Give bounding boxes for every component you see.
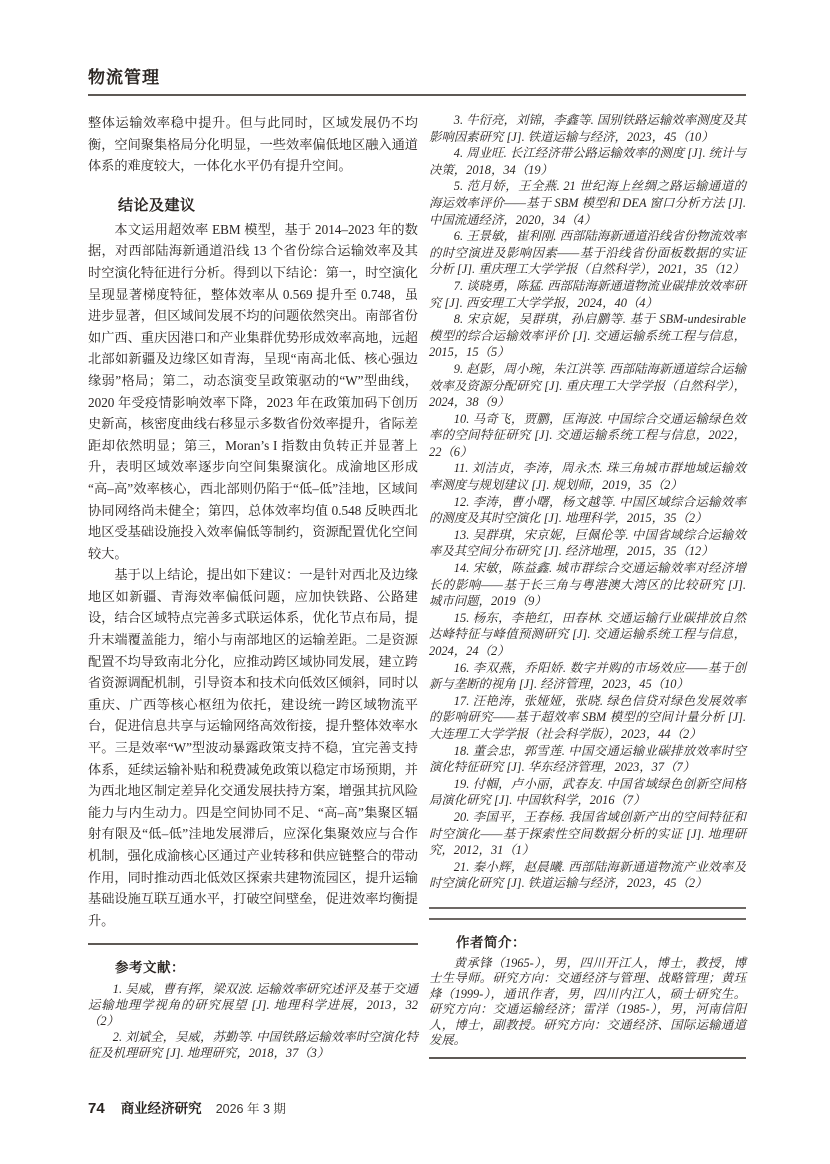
reference-item: 18. 董会忠，郭雪莲. 中国交通运输业碳排放效率时空演化特征研究 [J]. 华东经济管理，2023，37（7） (429, 743, 746, 775)
reference-item: 17. 汪艳涛，张娅娅，张晓. 绿色信贷对绿色发展效率的影响研究——基于超效率 SBM 模型的空间计量分析 [J]. 大连理工大学学报（社会科学版），2023，44（2） (429, 693, 746, 741)
page-footer (88, 1097, 286, 1117)
reference-item: 14. 宋敏，陈益鑫. 城市群综合交通运输效率对经济增长的影响——基于长三角与粤港澳大湾区的比较研究 [J]. 城市问题，2019（9） (429, 561, 746, 609)
reference-item: 1. 吴威，曹有挥，梁双波. 运输效率研究述评及基于交通运输地理学视角的研究展望 [J]. 地理科学进展，2013，32（2） (88, 982, 418, 1029)
reference-item: 2. 刘斌全，吴威，苏勤等. 中国铁路运输效率时空演化特征及机理研究 [J]. 地理研究，2018，37（3） (88, 1030, 418, 1061)
author-bio: 黄承锋（1965-），男，四川开江人，博士，教授，博士生导师。研究方向：交通经济与管理、战略管理；黄珏烽（1999-），通讯作者，男，四川内江人，硕士研究生。研究方向：交通运输经济；雷洋（1985-），男，河南信阳人，博士，副教授。研究方向：交通经济、国际运输通道发展。 (429, 955, 746, 1047)
issue-label: 2026 年 3 期 (215, 1102, 286, 1116)
conclusion-paragraph: 本文运用超效率 EBM 模型，基于 2014–2023 年的数据，对西部陆海新通道沿线 13 个省份综合运输效率及其时空演化特征进行分析。得到以下结论：第一，时空演化呈现显著梯度特征，整体效率从 0.569 提升至 0.748，虽进步显著，但区域间发展不均的问题依然突出。南部省份如广西、重庆因港口和产业集群优势形成效率高地，远超北部如新疆及边缘区如青海，呈现“南高北低、核心强边缘弱”格局；第二，动态演变呈政策驱动的“W”型曲线，2020 年受疫情影响效率下降，2023 年在政策加码下创历史新高，核密度曲线右移显示多数省份效率提升，省际差距却依然明显；第三，Moran’s I 指数由负转正并显著上升，表明区域效率逐步向空间集聚演化。成渝地区形成“高–高”效率核心，西北部则仍陷于“低–低”洼地，区域间协同网络尚未健全；第四，总体效率均值 0.548 反映西北地区受基础设施投入效率偏低等制约，资源配置优化空间较大。 (88, 221, 418, 561)
reference-item: 13. 吴群琪，宋京妮，巨佩伦等. 中国省域综合运输效率及其空间分布研究 [J]. 经济地理，2015，35（12） (429, 527, 746, 559)
reference-item: 8. 宋京妮，吴群琪，孙启鹏等. 基于 SBM-undesirable 模型的综合运输效率评价 [J]. 交通运输系统工程与信息，2015，15（5） (429, 312, 746, 360)
reference-item: 3. 牛衍亮，刘锦，李鑫等. 国别铁路运输效率测度及其影响因素研究 [J]. 铁道运输与经济，2023，45（10） (429, 113, 746, 144)
page-number: 74 (88, 1100, 105, 1117)
references-divider (88, 943, 418, 945)
reference-item: 20. 李国平，王春杨. 我国省域创新产出的空间特征和时空演化——基于探索性空间数据分析的实证 [J]. 地理研究，2012，31（1） (429, 809, 746, 858)
reference-item: 4. 周业旺. 长江经济带公路运输效率的测度 [J]. 统计与决策，2018，34（19） (429, 146, 746, 177)
right-column (429, 112, 746, 1059)
journal-section-title: 物流管理 (88, 68, 160, 87)
reference-item: 16. 李双燕，乔阳娇. 数字并购的市场效应——基于创新与垄断的视角 [J]. 经济管理，2023，45（10） (429, 660, 746, 692)
conclusion-heading: 结论及建议 (118, 196, 196, 214)
header-divider (88, 94, 746, 96)
author-bottom-divider (429, 1057, 746, 1059)
reference-item: 10. 马奇飞，贾鹏，匡海波. 中国综合交通运输绿色效率的空间特征研究 [J]. 交通运输系统工程与信息，2022，22（6） (429, 411, 746, 459)
conclusion-paragraph: 基于以上结论，提出如下建议：一是针对西北及边缘地区如新疆、青海效率偏低问题，应加快铁路、公路建设，结合区域特点完善多式联运体系，优化节点布局，提升末端覆盖能力，缩小与南部地区的运输差距。二是资源配置不均导致南北分化，应推动跨区域协同发展，建立跨省资源调配机制，引导资本和技术向低效区倾斜，同时以重庆、广西等核心枢纽为依托，建设统一跨区域物流平台，促进信息共享与运输网络高效衔接，提升整体效率水平。三是效率“W”型波动暴露政策支持不稳，宜完善支持体系，延续运输补贴和税费减免政策以稳定市场预期，并为西北地区制定差异化交通发展扶持方案，增强其抗风险能力与内生动力。四是空间协同不足、“高–高”集聚区辐射有限及“低–低”洼地发展滞后，应深化集聚效应与合作机制，强化成渝核心区通过产业转移和供应链整合的带动作用，同时推动西北低效区探索共建物流园区，提升运输基础设施互联互通水平，打破空间壁垒，促进效率均衡提升。 (88, 567, 418, 928)
reference-item: 7. 谈晓勇，陈猛. 西部陆海新通道物流业碳排放效率研究 [J]. 西安理工大学学报，2024，40（4） (429, 278, 746, 310)
journal-name: 商业经济研究 (120, 1101, 202, 1116)
reference-item: 11. 刘洁贞，李涛，周永杰. 珠三角城市群地域运输效率测度与规划建议 [J]. 规划师，2019，35（2） (429, 461, 746, 493)
references-heading: 参考文献： (115, 960, 185, 976)
left-column (88, 112, 418, 1061)
author-heading: 作者简介： (456, 934, 526, 950)
continuation-paragraph: 整体运输效率稳中提升。但与此同时，区域发展仍不均衡，空间聚集格局分化明显，一些效率偏低地区融入通道体系的难度较大，一体化水平仍有提升空间。 (88, 115, 418, 174)
reference-item: 15. 杨东，李艳红，田春林. 交通运输行业碳排放自然达峰特征与峰值预测研究 [J]. 交通运输系统工程与信息，2024，24（2） (429, 610, 746, 658)
reference-item: 5. 范月娇，王全燕. 21 世纪海上丝绸之路运输通道的海运效率评价——基于 SBM 模型和 DEA 窗口分析方法 [J]. 中国流通经济，2020，34（4） (429, 179, 746, 227)
reference-item: 19. 付帼，卢小丽，武春友. 中国省域绿色创新空间格局演化研究 [J]. 中国软科学，2016（7） (429, 776, 746, 808)
reference-item: 12. 李涛，曹小曙，杨文越等. 中国区域综合运输效率的测度及其时空演化 [J]. 地理科学，2015，35（2） (429, 494, 746, 526)
reference-item: 6. 王景敏，崔利刚. 西部陆海新通道沿线省份物流效率的时空演进及影响因素——基于沿线省份面板数据的实证分析 [J]. 重庆理工大学学报（自然科学），2021，35（12） (429, 229, 746, 277)
author-section-divider (429, 907, 746, 920)
reference-item: 21. 秦小辉，赵晨曦. 西部陆海新通道物流产业效率及时空演化研究 [J]. 铁道运输与经济，2023，45（2） (429, 859, 746, 891)
reference-item: 9. 赵影，周小琬，朱江洪等. 西部陆海新通道综合运输效率及资源分配研究 [J]. 重庆理工大学学报（自然科学），2024，38（9） (429, 361, 746, 410)
